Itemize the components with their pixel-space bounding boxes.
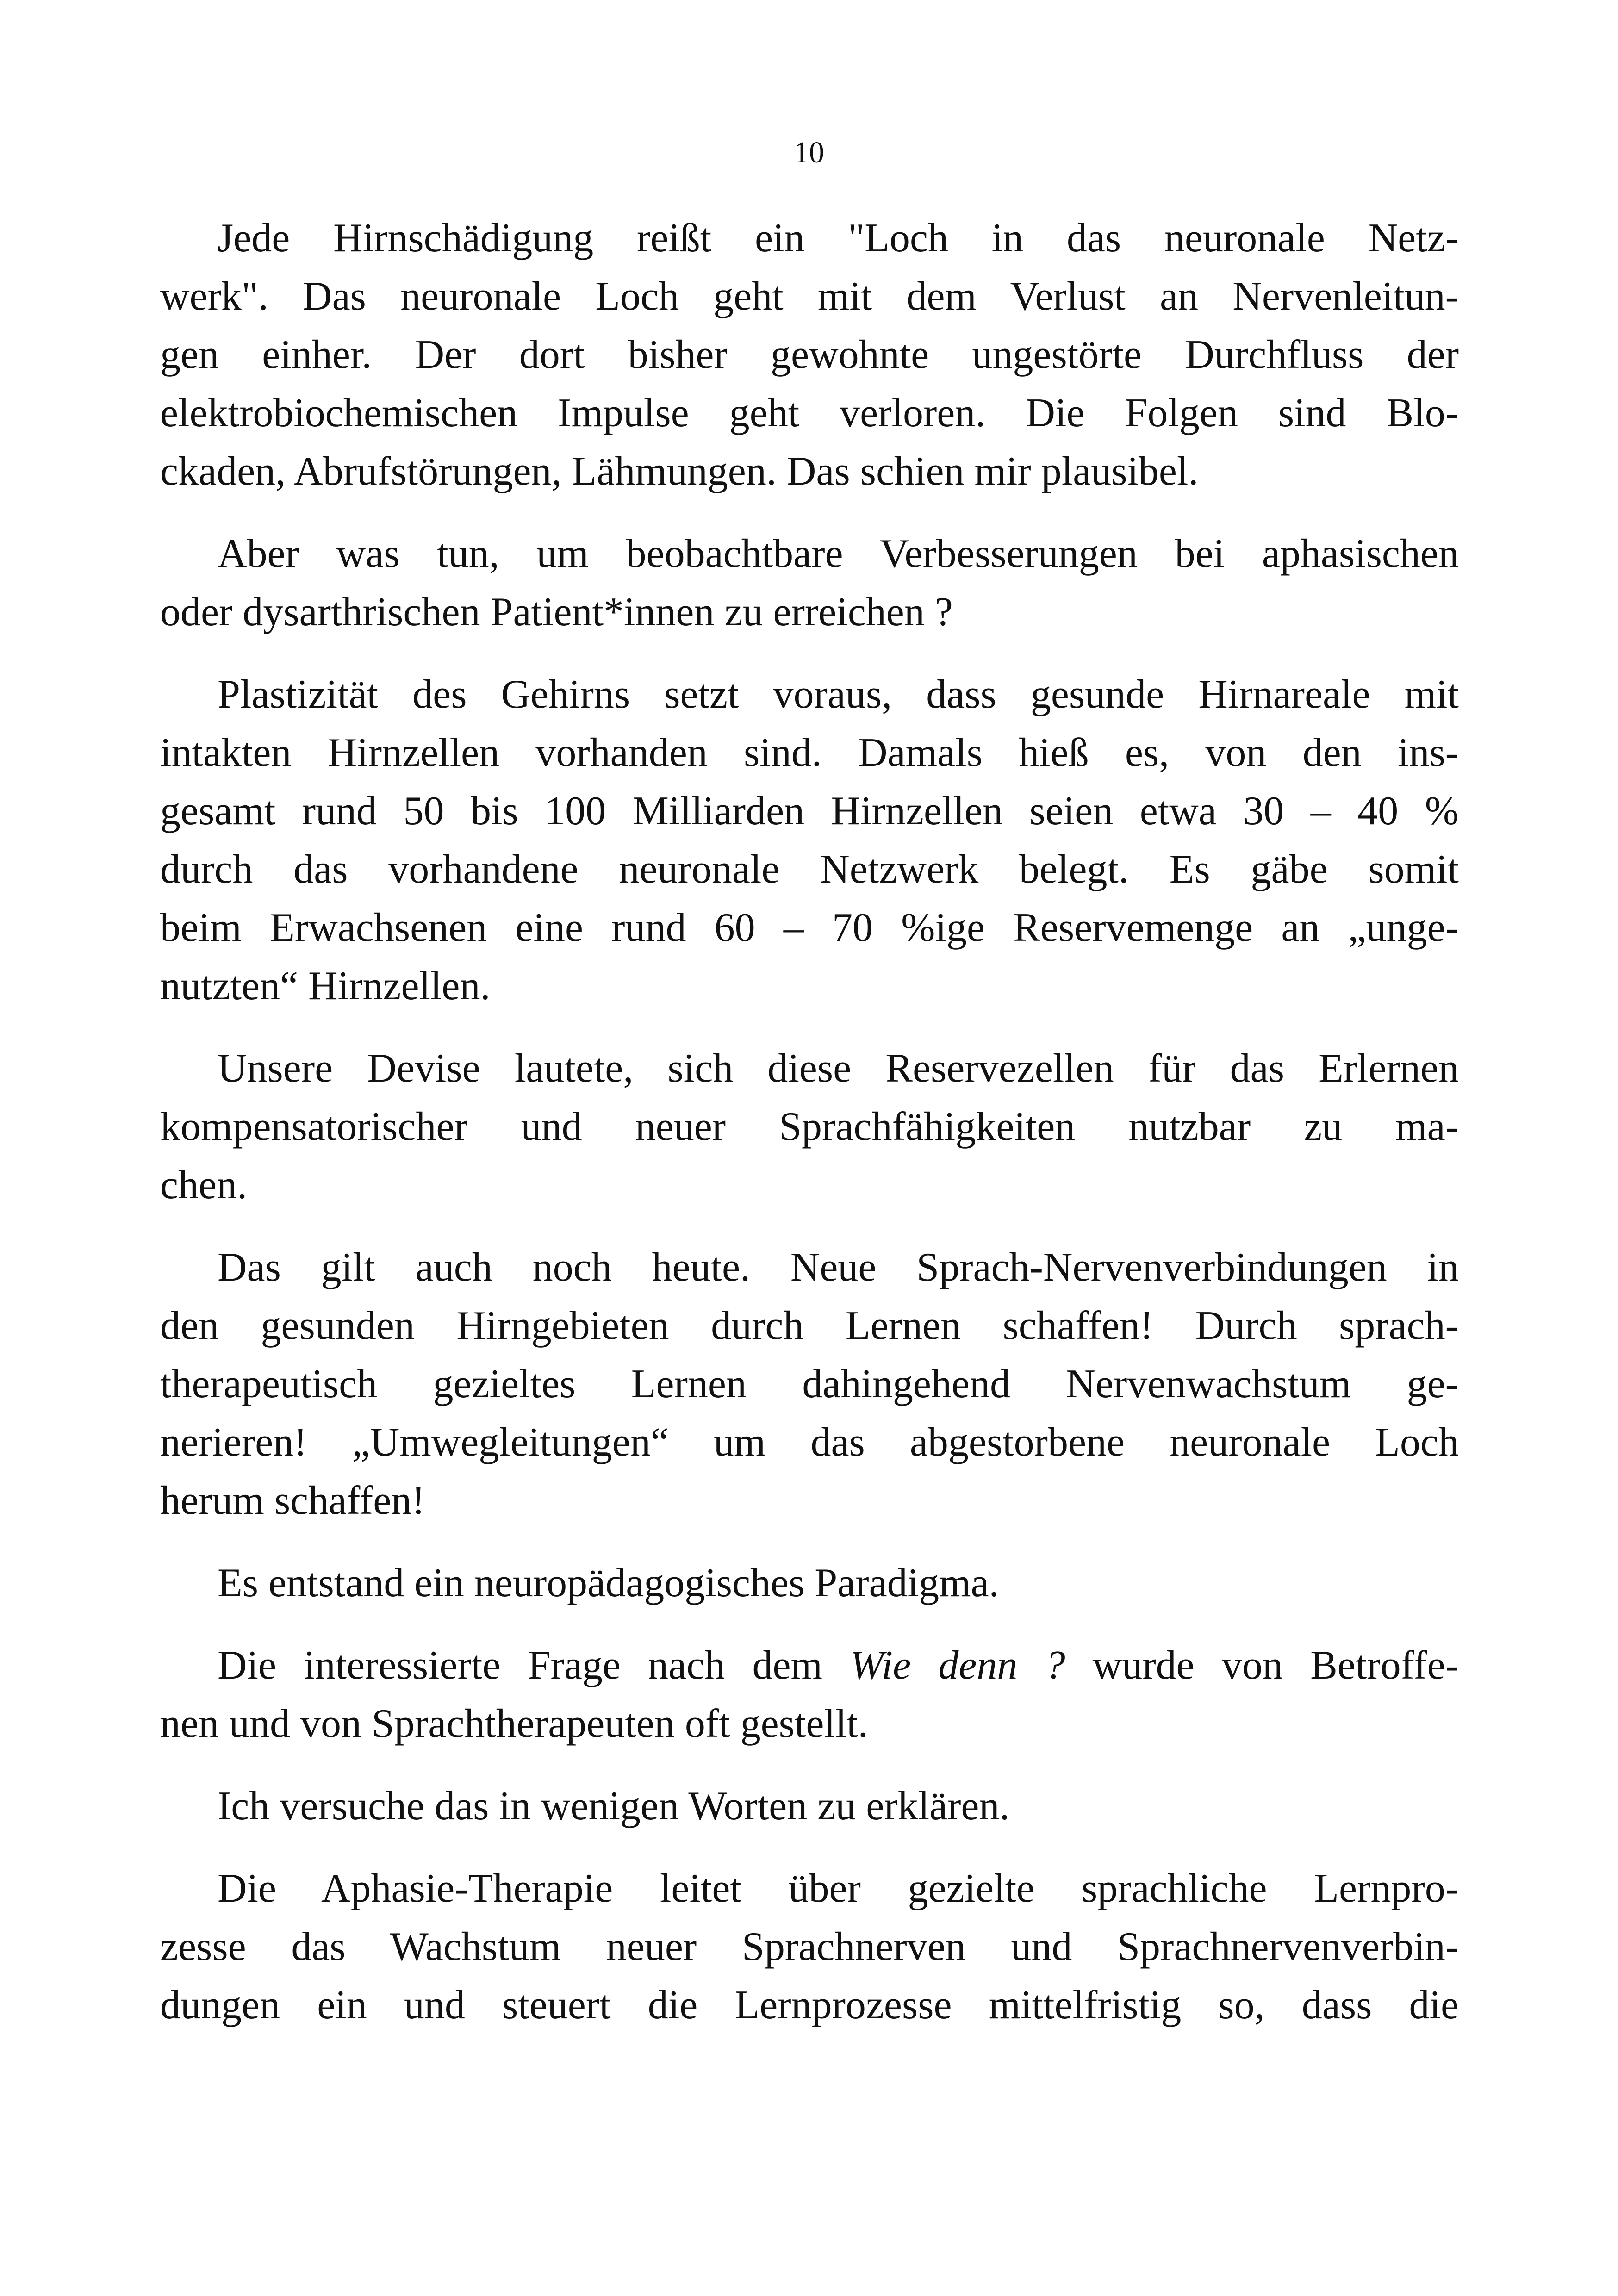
paragraph <box>160 1860 1459 2035</box>
text-line: Das gilt auch noch heute. Neue Sprach-Nervenverbindungen in <box>218 1245 1459 1290</box>
paragraph <box>160 525 1459 641</box>
paragraph <box>160 209 1459 501</box>
text-line: gesamt rund 50 bis 100 Milliarden Hirnzellen seien etwa 30 – 40 % <box>160 789 1459 834</box>
text-line: Es entstand ein neuropädagogisches Paradigma. <box>218 1561 999 1605</box>
text-line: nen und von Sprachtherapeuten oft gestellt. <box>160 1701 868 1746</box>
paragraph <box>160 1636 1459 1753</box>
text-line: kompensatorischer und neuer Sprachfähigkeiten nutzbar zu ma- <box>160 1104 1459 1149</box>
text-line: werk". Das neuronale Loch geht mit dem Verlust an Nervenleitun- <box>160 274 1459 319</box>
text-line: zesse das Wachstum neuer Sprachnerven und Sprachnervenverbin- <box>160 1924 1459 1969</box>
text-line: oder dysarthrischen Patient*innen zu erreichen ? <box>160 590 953 635</box>
text-line: dungen ein und steuert die Lernprozesse mittelfristig so, dass die <box>160 1983 1459 2028</box>
text-line: gen einher. Der dort bisher gewohnte ungestörte Durchfluss der <box>160 332 1459 377</box>
text-line: herum schaffen! <box>160 1478 425 1523</box>
paragraph <box>160 1238 1459 1530</box>
text-line: elektrobiochemischen Impulse geht verloren. Die Folgen sind Blo- <box>160 391 1459 436</box>
text-line: beim Erwachsenen eine rund 60 – 70 %ige Reservemenge an „unge- <box>160 905 1459 950</box>
text-line: therapeutisch gezieltes Lernen dahingehend Nervenwachstum ge- <box>160 1362 1459 1406</box>
text-line: nerieren! „Umwegleitungen“ um das abgestorbene neuronale Loch <box>160 1420 1459 1465</box>
text-line: intakten Hirnzellen vorhanden sind. Damals hieß es, von den ins- <box>160 730 1459 775</box>
text-line: den gesunden Hirngebieten durch Lernen schaffen! Durch sprach- <box>160 1303 1459 1348</box>
text-line: Jede Hirnschädigung reißt ein "Loch in das neuronale Netz- <box>218 216 1459 261</box>
text-run: Die interessierte Frage nach dem <box>218 1643 850 1688</box>
text-line-rich <box>160 1636 1459 1695</box>
paragraph <box>160 1554 1459 1612</box>
text-line: Unsere Devise lautete, sich diese Reservezellen für das Erlernen <box>218 1046 1459 1091</box>
text-line: chen. <box>160 1163 248 1207</box>
emphasized-text: Wie denn ? <box>850 1643 1065 1688</box>
text-line: nutzten“ Hirnzellen. <box>160 964 491 1008</box>
text-line: Aber was tun, um beobachtbare Verbesserungen bei aphasischen <box>218 531 1459 576</box>
text-line: ckaden, Abrufstörungen, Lähmungen. Das schien mir plausibel. <box>160 449 1199 494</box>
text-line: Ich versuche das in wenigen Worten zu erklären. <box>218 1784 1010 1829</box>
paragraph <box>160 1777 1459 1836</box>
text-run: wurde von Betroffe- <box>1065 1643 1459 1688</box>
page-number: 10 <box>794 136 824 169</box>
paragraph <box>160 666 1459 1015</box>
text-line: Die Aphasie-Therapie leitet über gezielte sprachliche Lernpro- <box>218 1866 1459 1911</box>
body-text <box>160 209 1459 2059</box>
text-line: durch das vorhandene neuronale Netzwerk belegt. Es gäbe somit <box>160 847 1459 892</box>
text-line: Plastizität des Gehirns setzt voraus, dass gesunde Hirnareale mit <box>218 672 1459 717</box>
paragraph <box>160 1039 1459 1214</box>
